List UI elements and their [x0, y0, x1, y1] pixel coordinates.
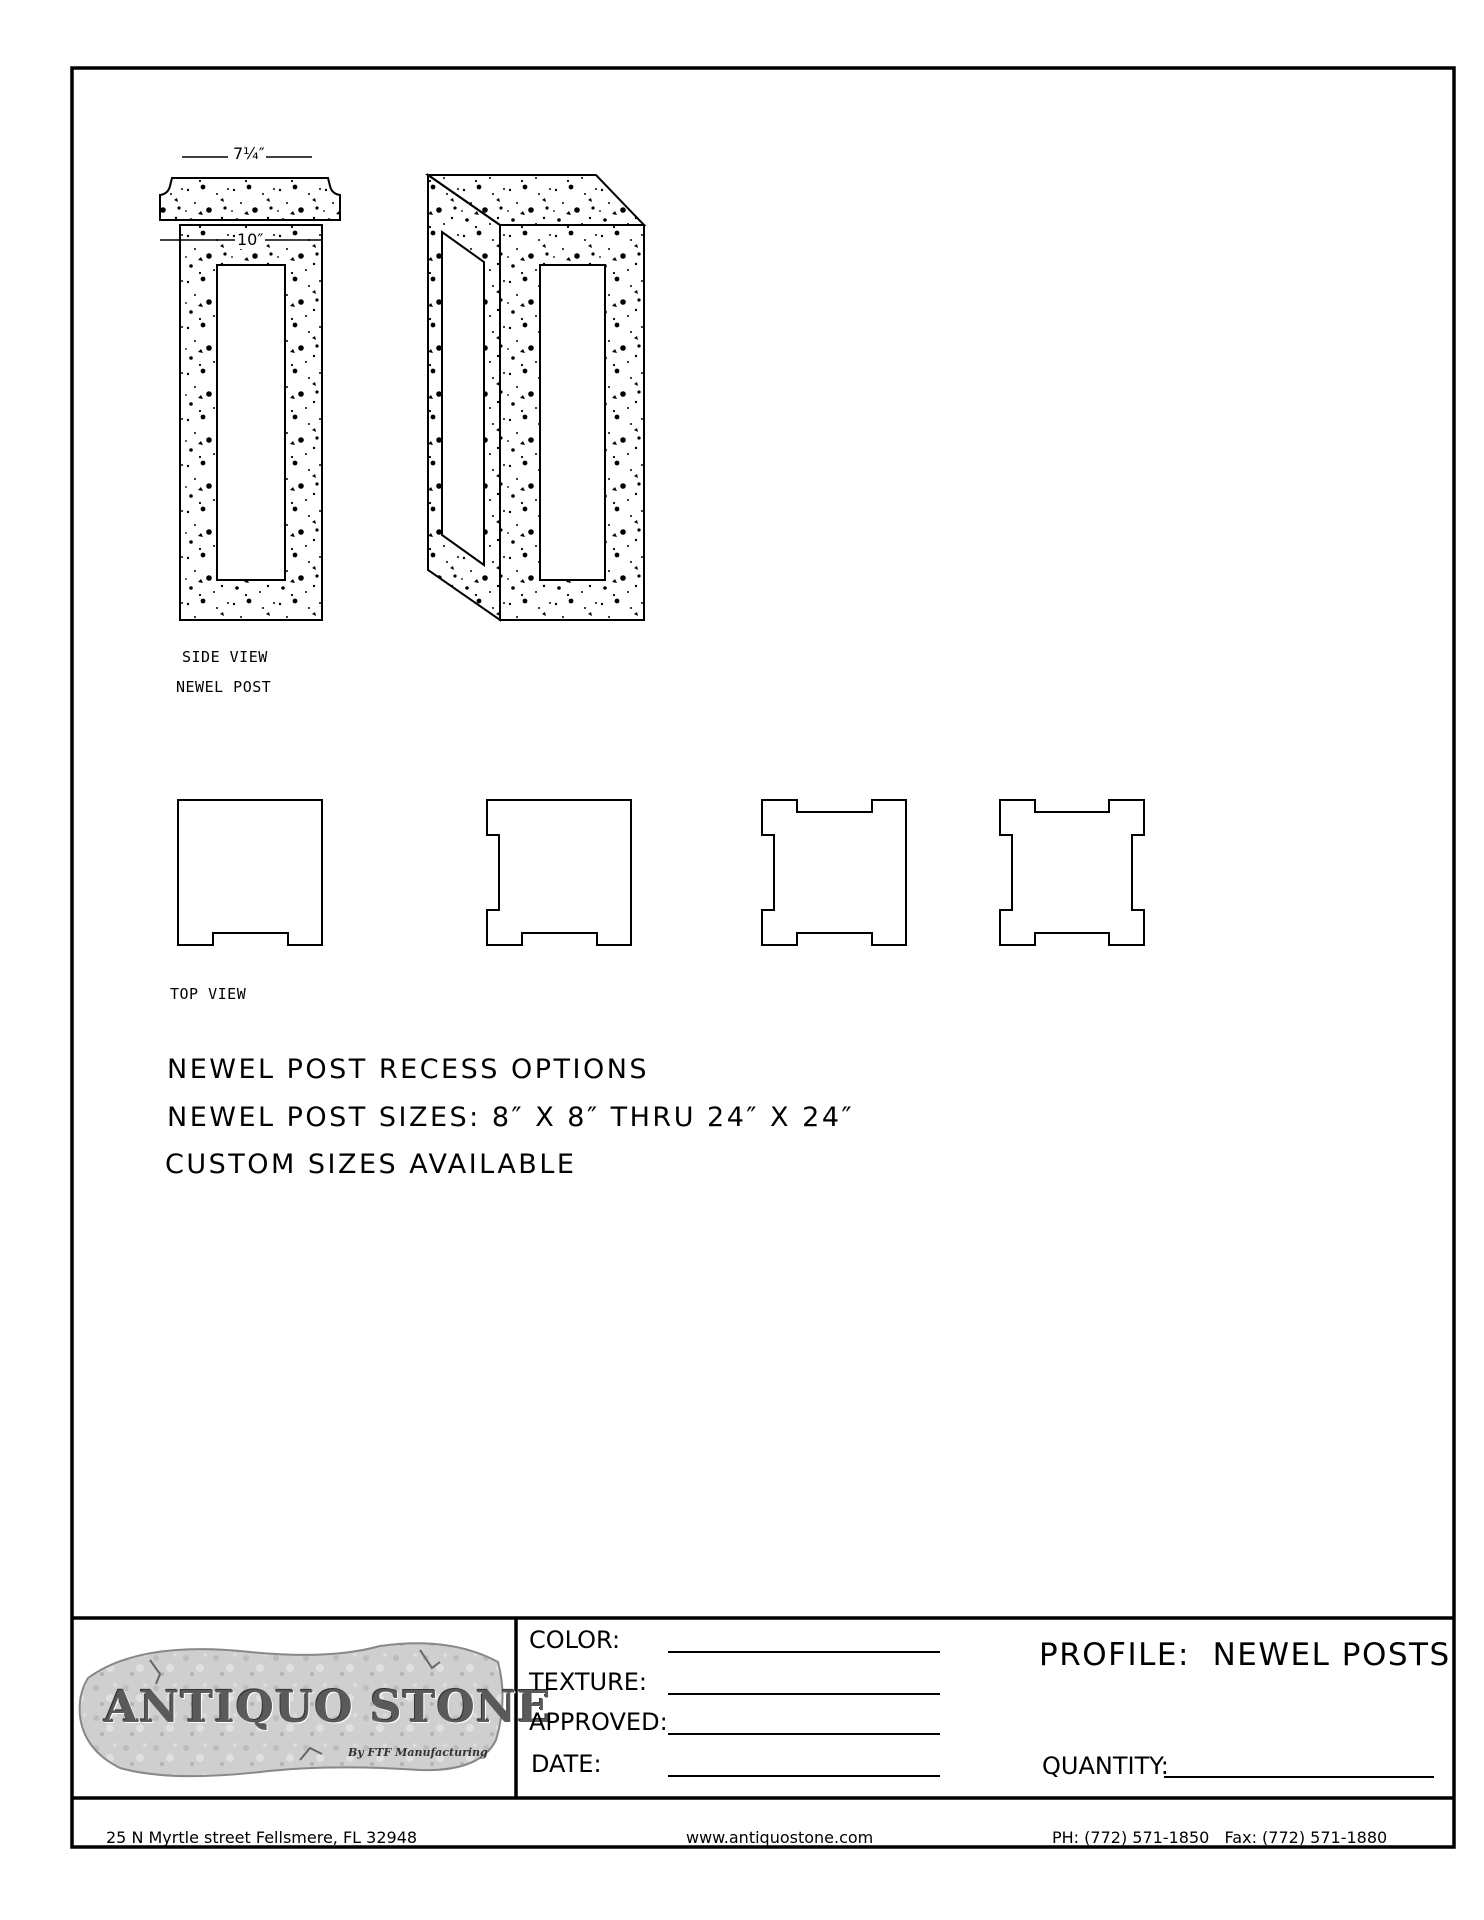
top-view-option-2 [487, 800, 631, 945]
footer-website[interactable]: www.antiquostone.com [686, 1828, 874, 1847]
footer-phone-fax: PH: (772) 571-1850 Fax: (772) 571-1880 [1052, 1828, 1388, 1847]
texture-field-label: TEXTURE: [529, 1668, 647, 1696]
side-view-label: SIDE VIEW [182, 648, 268, 666]
sheet-border [72, 68, 1454, 1847]
note-post-sizes: NEWEL POST SIZES: 8″ X 8″ THRU 24″ X 24″ [167, 1102, 855, 1133]
post-body-side [180, 225, 322, 620]
iso-left-face [428, 175, 500, 620]
logo-subtext: By FTF Manufacturing [348, 1746, 488, 1759]
footer-address: 25 N Myrtle street Fellsmere, FL 32948 [106, 1828, 418, 1847]
dimension-top-label: 7¼″ [233, 144, 265, 163]
top-view-shapes [178, 800, 1144, 945]
dimension-base-label: 10″ [237, 230, 264, 249]
top-view-option-1 [178, 800, 322, 945]
color-field-label: COLOR: [529, 1626, 621, 1654]
logo-wordmark: ANTIQUO STONE [104, 1682, 552, 1733]
iso-front-face [500, 225, 644, 620]
top-view-label: TOP VIEW [170, 985, 247, 1003]
note-recess-options: NEWEL POST RECESS OPTIONS [167, 1054, 650, 1085]
note-custom-sizes: CUSTOM SIZES AVAILABLE [165, 1149, 577, 1180]
post-cap-side [160, 178, 340, 220]
isometric-post-drawing [428, 175, 644, 620]
top-view-option-4 [1000, 800, 1144, 945]
quantity-field-label: QUANTITY: [1042, 1752, 1169, 1780]
newel-post-label: NEWEL POST [176, 678, 272, 696]
side-view-drawing [160, 157, 340, 620]
date-field-label: DATE: [531, 1750, 602, 1778]
approved-field-label: APPROVED: [529, 1708, 668, 1736]
profile-title: PROFILE: NEWEL POSTS [1039, 1637, 1451, 1673]
top-view-option-3 [762, 800, 906, 945]
